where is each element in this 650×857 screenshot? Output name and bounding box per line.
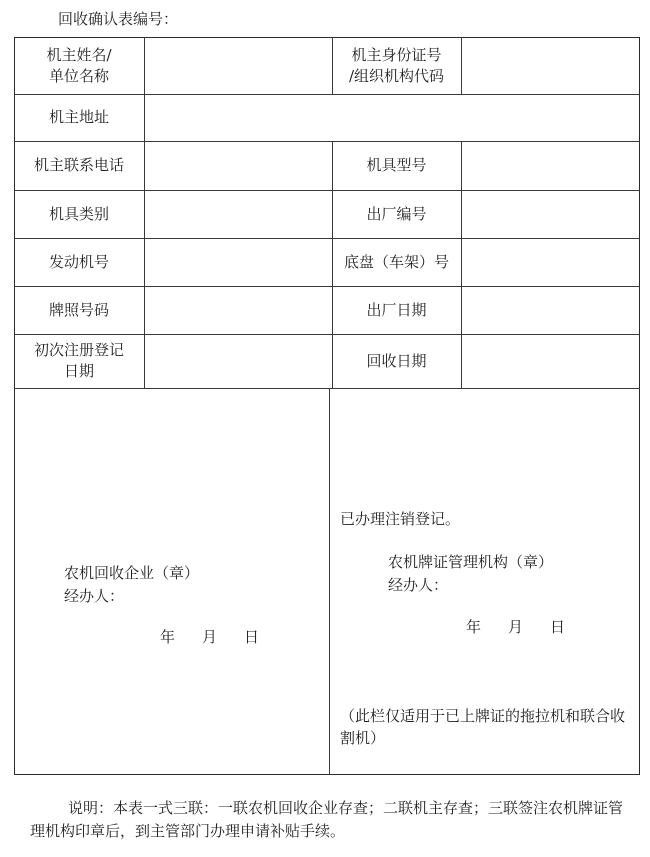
right-date-month: 月 [508,618,524,636]
engine-number-field[interactable] [145,239,331,285]
factory-number-label: 出厂编号 [366,204,427,223]
recycle-date-field[interactable] [462,335,639,387]
machine-model-label: 机具型号 [366,156,427,174]
left-date-month: 月 [202,628,218,646]
plate-number-label: 牌照号码 [48,300,109,319]
recycling-company-seal: 农机回收企业（章） [64,564,200,582]
left-date-year: 年 [160,628,176,646]
first-registration-date-field[interactable] [145,335,331,387]
factory-date-field[interactable] [462,287,639,333]
owner-phone-field[interactable] [145,142,331,189]
signature-divider [329,388,330,775]
left-date-day: 日 [244,628,260,646]
machine-category-label: 机具类别 [48,204,109,223]
engine-number-label: 发动机号 [48,252,109,271]
owner-name-label: 机主姓名/ 单位名称 [46,45,112,85]
applicability-note: （此栏仅适用于已上牌证的拖拉机和联合收割机） [340,707,626,747]
owner-id-label: 机主身份证号 /组织机构代码 [348,45,445,85]
right-handler-label: 经办人： [388,576,449,594]
owner-address-label: 机主地址 [48,108,109,126]
row-divider [14,388,640,389]
machine-category-field[interactable] [145,191,331,237]
owner-address-field[interactable] [145,95,639,140]
form-number-label: 回收确认表编号： [58,10,179,28]
owner-id-field[interactable] [462,38,639,93]
right-date-day: 日 [550,618,566,636]
chassis-number-label: 底盘（车架）号 [343,252,449,271]
cancellation-statement: 已办理注销登记。 [340,510,461,528]
factory-date-label: 出厂日期 [366,300,427,319]
first-registration-date-label: 初次注册登记 日期 [33,341,124,380]
chassis-number-field[interactable] [462,239,639,285]
owner-name-field[interactable] [145,38,331,93]
plate-number-field[interactable] [145,287,331,333]
left-handler-label: 经办人： [64,587,125,605]
authority-seal: 农机牌证管理机构（章） [388,553,554,571]
factory-number-field[interactable] [462,191,639,237]
recycle-date-label: 回收日期 [366,351,427,370]
owner-phone-label: 机主联系电话 [33,156,124,174]
form-footnote: 说明：本表一式三联：一联农机回收企业存查；二联机主存查；三联签注农机牌证管理机构印章后，到主管部门办理申请补贴手续。 [30,799,624,840]
machine-model-field[interactable] [462,142,639,189]
right-date-year: 年 [466,618,482,636]
